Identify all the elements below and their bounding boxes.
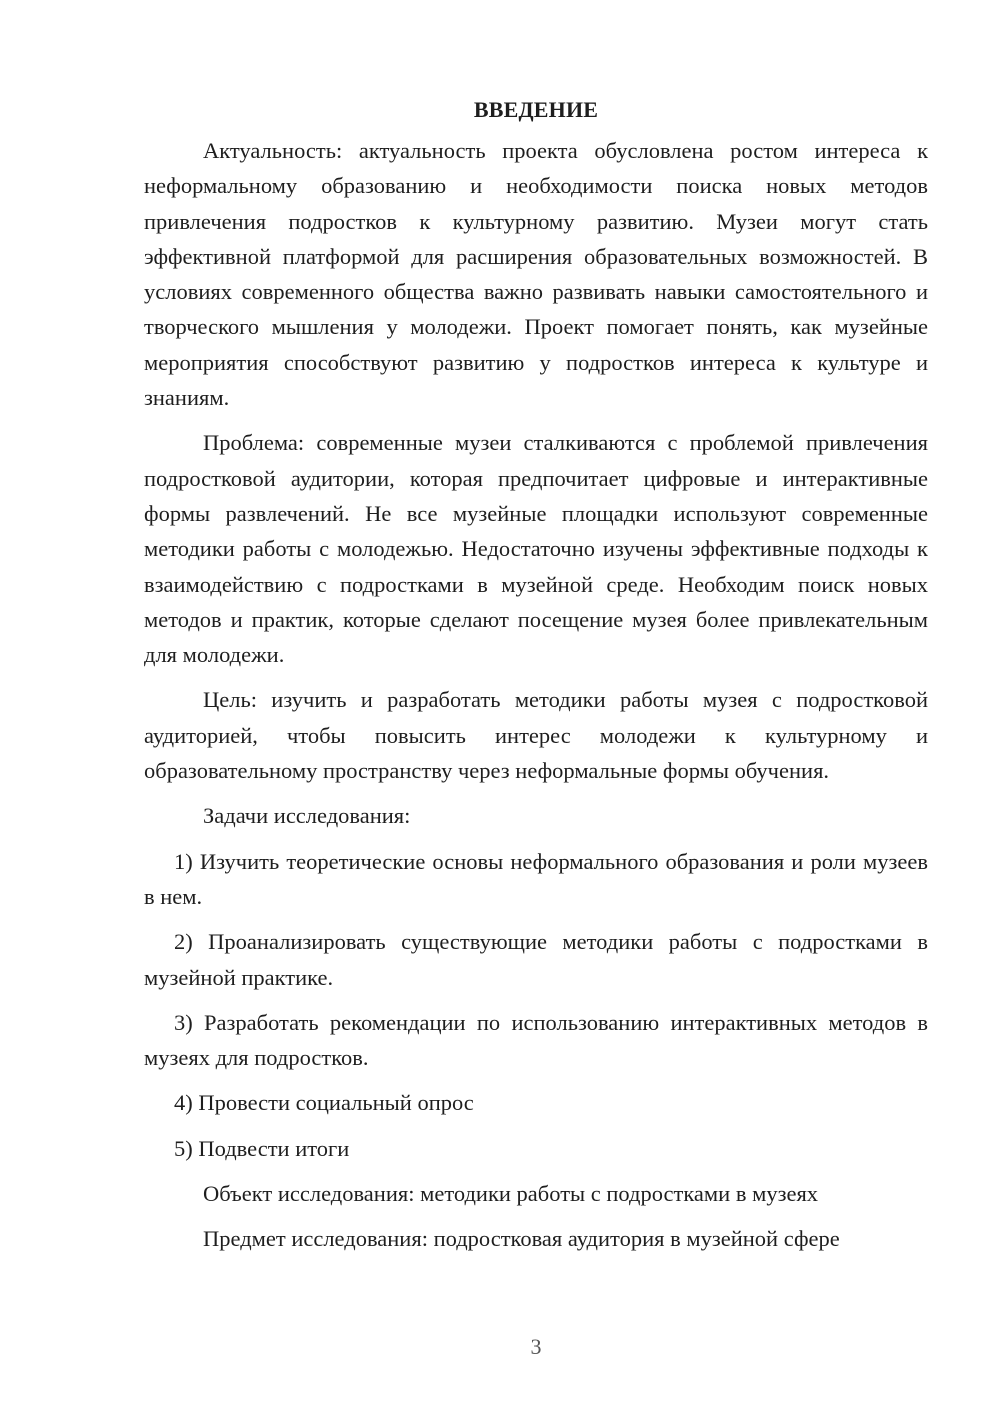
problem-paragraph: Проблема: современные музеи сталкиваются с проблемой привлечения подростковой аудитории, которая предпочитает цифровые и интерактивные формы развлечений. Не все музейные площадки используют современные методики работы с молодежью. Недостаточно изучены эффективные подходы к взаимодействию с подростками в музейной среде. Необходим поиск новых методов и практик, которые сделают посещение музея более привлекательным для молодежи. bbox=[144, 430, 928, 668]
research-object: Объект исследования: методики работы с подростками в музеях bbox=[203, 1181, 819, 1207]
page-number: 3 bbox=[530, 1334, 542, 1359]
task-item: 3) Разработать рекомендации по использованию интерактивных методов в музеях для подростков. bbox=[144, 1009, 928, 1071]
page-content bbox=[144, 90, 928, 1267]
tasks-heading: Задачи исследования: bbox=[203, 803, 411, 829]
relevance-paragraph: Актуальность: актуальность проекта обусловлена ростом интереса к неформальному образованию и необходимости поиска новых методов привлечения подростков к культурному развитию. Музеи могут стать эффективной платформой для расширения образовательных возможностей. В условиях современного общества важно развивать навыки самостоятельного и творческого мышления у молодежи. Проект помогает понять, как музейные мероприятия способствуют развитию у подростков интереса к культуре и знаниям. bbox=[144, 138, 928, 411]
task-item: 5) Подвести итоги bbox=[174, 1135, 350, 1161]
task-item: 2) Проанализировать существующие методики работы с подростками в музейной практике. bbox=[144, 929, 928, 990]
task-item: 4) Провести социальный опрос bbox=[174, 1090, 474, 1116]
task-item: 1) Изучить теоретические основы неформального образования и роли музеев в нем. bbox=[144, 848, 928, 909]
research-subject: Предмет исследования: подростковая аудитория в музейной сфере bbox=[203, 1226, 840, 1252]
section-title: ВВЕДЕНИЕ bbox=[473, 97, 599, 122]
goal-paragraph: Цель: изучить и разработать методики работы музея с подростковой аудиторией, чтобы повысить интерес молодежи к культурному и образовательному пространству через неформальные формы обучения. bbox=[144, 687, 928, 784]
